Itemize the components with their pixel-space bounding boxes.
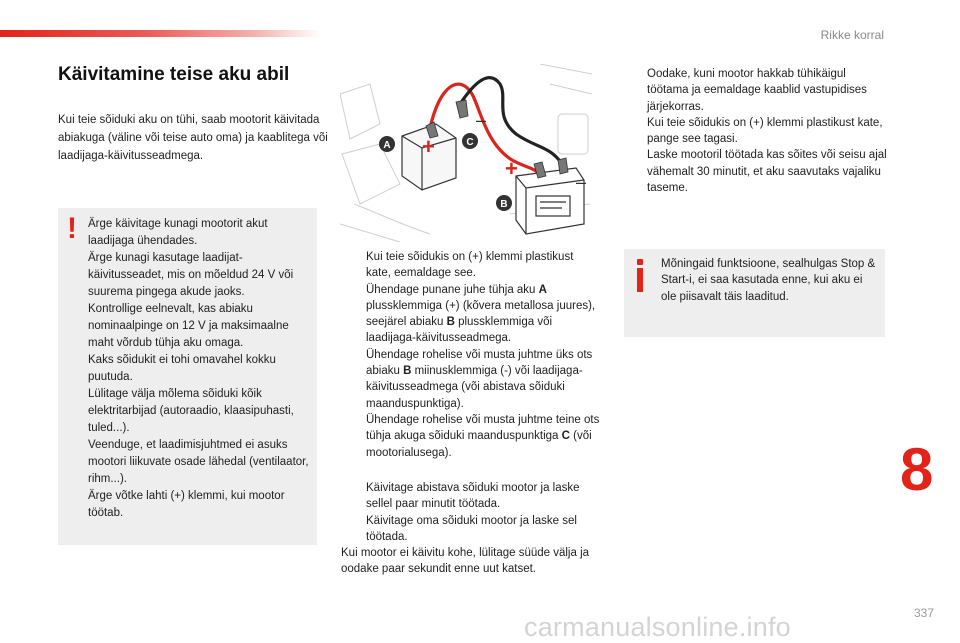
- warning-line: Kontrollige eelnevalt, kas abiaku nominaalpinge on 12 V ja maksimaalne maht võrdub tühja aku omaga.: [88, 303, 289, 349]
- warning-box: [58, 208, 317, 545]
- info-icon: [636, 259, 643, 293]
- step-item: Ühendage rohelise või musta juhtme teine ots tühja akuga sõiduki maanduspunktiga C (või mootorialusega).: [366, 413, 600, 459]
- label-b: B: [500, 199, 508, 210]
- warning-line: Kaks sõidukit ei tohi omavahel kokku puutuda.: [88, 354, 276, 383]
- battery-b-drawing: [516, 168, 587, 234]
- exclamation-icon: !: [67, 212, 77, 245]
- page-number: 337: [913, 606, 934, 620]
- plus-symbol-right: +: [505, 156, 518, 181]
- retry-note: Kui mootor ei käivitu kohe, lülitage süüde välja ja oodake paar sekundit enne uut katset.: [341, 547, 590, 576]
- step-item: Käivitage abistava sõiduki mootor ja laske sellel paar minutit töötada.: [366, 482, 580, 511]
- intro-paragraph: Kui teie sõiduki aku on tühi, saab mootorit käivitada abiakuga (väline või teise auto oma) ja kaablitega või laadijaga-käivitusseadmega.: [58, 114, 328, 162]
- step-item: Ühendage rohelise või musta juhtme üks ots abiaku B miinusklemmiga (-) või laadijaga-käivitusseadmega (või abistava sõiduki maanduspunktiga).: [366, 348, 593, 410]
- warning-line: Lülitage välja mõlema sõiduki kõik elektritarbijad (autoraadio, klaasipuhasti, tuled...).: [88, 388, 294, 434]
- minus-symbol-top: –: [476, 110, 487, 130]
- step-item: Oodake, kuni mootor hakkab tühikäigul töötama ja eemaldage kaablid vastupidises järjekorras.: [647, 68, 867, 113]
- plus-symbol-left: +: [422, 134, 435, 159]
- label-a: A: [383, 140, 391, 151]
- warning-line: Ärge kunagi kasutage laadijat-käivitusseadet, mis on mõeldud 24 V või suurema pingega akude jaoks.: [88, 252, 294, 298]
- steps-list-2: [341, 480, 601, 578]
- minus-symbol-right: –: [576, 172, 587, 192]
- chapter-number: 8: [900, 436, 934, 503]
- warning-line: Ärge võtke lahti (+) klemmi, kui mootor töötab.: [88, 490, 285, 519]
- step-item: Laske mootoril töötada kas sõites või seisu ajal vähemalt 30 minutit, et aku saavutaks vajaliku taseme.: [647, 149, 887, 195]
- warning-line: Ärge käivitage kunagi mootorit akut laadijaga ühendades.: [88, 218, 268, 247]
- step-item: Kui teie sõidukis on (+) klemmi plastikust kate, pange see tagasi.: [647, 116, 883, 146]
- warning-line: Veenduge, et laadimisjuhtmed ei asuks mootori liikuvate osade lähedal (ventilaator, rihm...).: [88, 439, 309, 485]
- steps-list-3: [622, 66, 887, 196]
- top-accent-bar: [0, 30, 320, 37]
- steps-list-1: [341, 249, 601, 461]
- info-box: [624, 249, 885, 337]
- info-text: Mõningaid funktsioone, sealhulgas Stop & Start-i, ei saa kasutada enne, kui aku ei ole piisavalt täis laaditud.: [661, 258, 876, 303]
- page-title: Käivitamine teise aku abil: [58, 64, 290, 85]
- step-item: Kui teie sõidukis on (+) klemmi plastikust kate, eemaldage see.: [366, 251, 574, 280]
- jump-start-illustration: [340, 64, 592, 242]
- watermark: carmanualsonline.info: [524, 612, 791, 642]
- label-c: C: [466, 137, 474, 148]
- step-item: Ühendage punane juhe tühja aku A plussklemmiga (+) (kõvera metallosa juures), seejärel abiaku B plussklemmiga või laadijaga-käivitusseadmega.: [366, 283, 596, 345]
- step-item: Käivitage oma sõiduki mootor ja laske sel töötada.: [366, 514, 577, 543]
- section-header: Rikke korral: [820, 28, 884, 42]
- warning-text: [88, 216, 313, 522]
